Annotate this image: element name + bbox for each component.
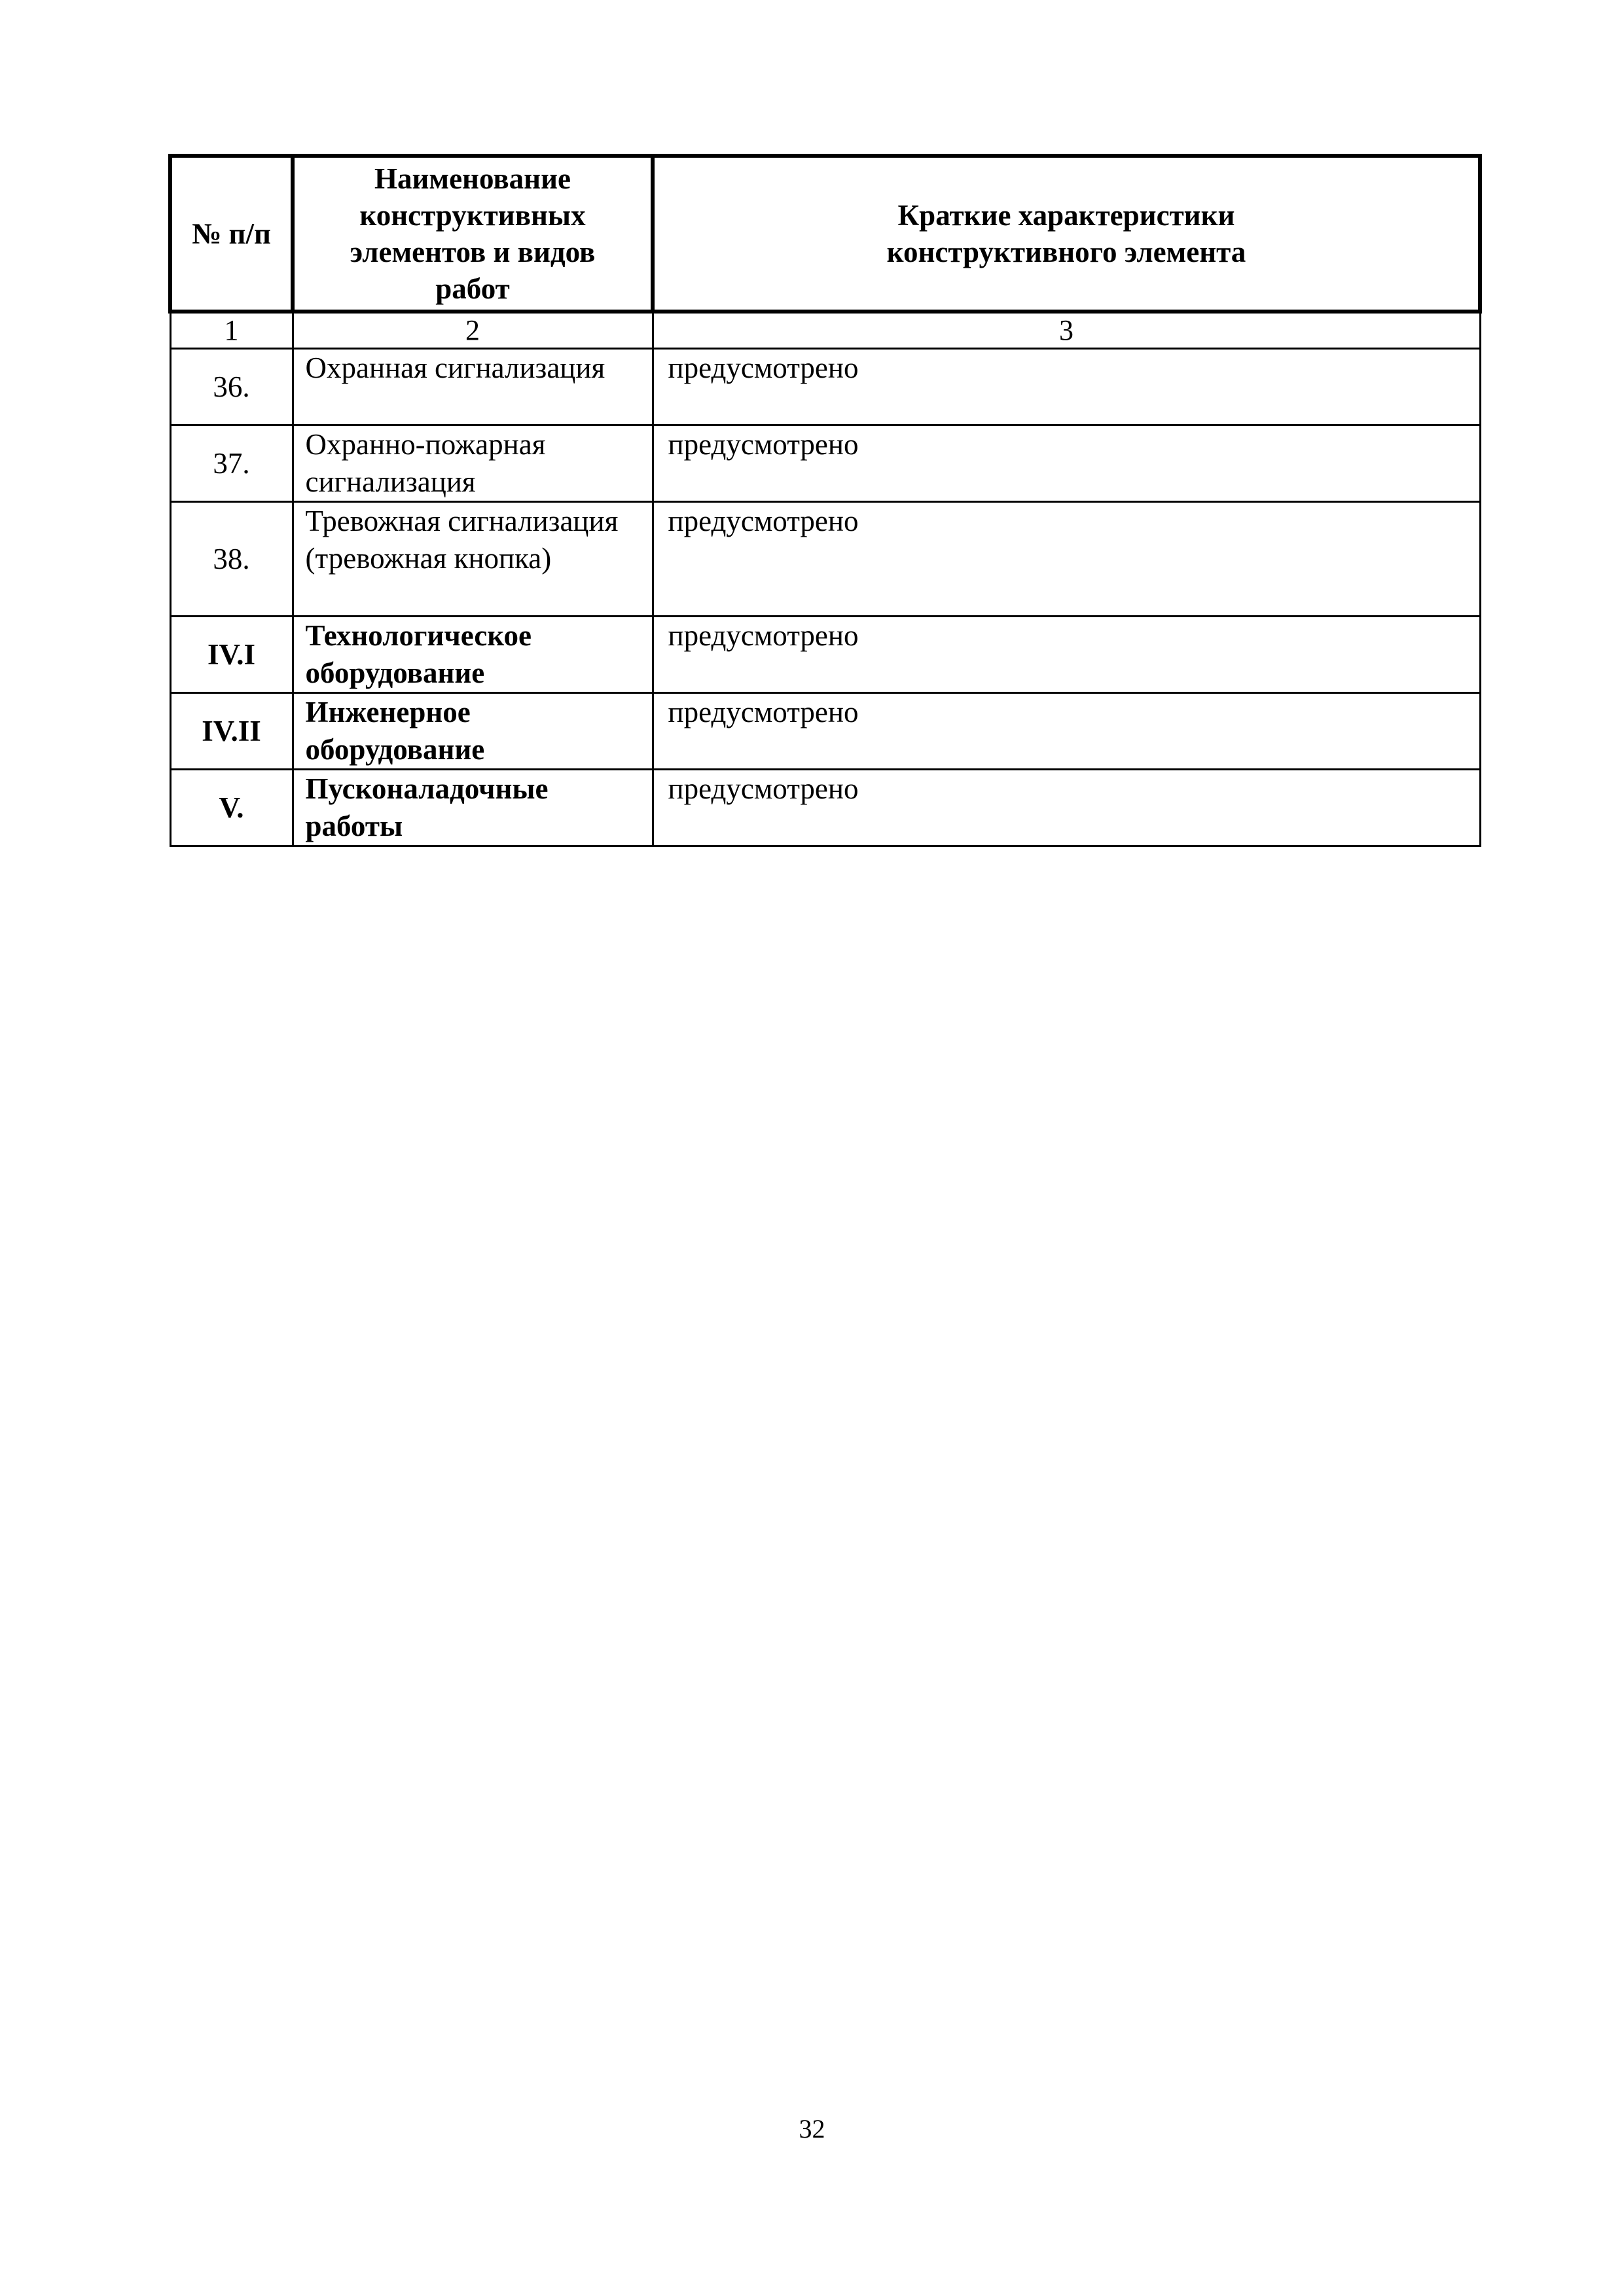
- table-row: [170, 349, 1480, 425]
- header-characteristics: Краткие характеристики конструктивного элемента: [653, 156, 1480, 312]
- row-number: IV.II: [170, 693, 293, 770]
- page-number: 32: [799, 2114, 825, 2144]
- row-characteristics: предусмотрено: [653, 770, 1480, 846]
- table-row: [170, 770, 1480, 846]
- row-element-name: Инженерное оборудование: [293, 693, 653, 770]
- construction-elements-table: [168, 154, 1482, 847]
- row-characteristics: предусмотрено: [653, 425, 1480, 502]
- row-characteristics: предусмотрено: [653, 502, 1480, 617]
- row-element-name: Охранно-пожарная сигнализация: [293, 425, 653, 502]
- table-row: [170, 693, 1480, 770]
- column-number-3: 3: [653, 312, 1480, 349]
- row-number: IV.I: [170, 617, 293, 693]
- row-characteristics: предусмотрено: [653, 693, 1480, 770]
- column-number-1: 1: [170, 312, 293, 349]
- header-element-name: Наименование конструктивных элементов и видов работ: [293, 156, 653, 312]
- table-header-row: [170, 156, 1480, 312]
- row-element-name: Технологическое оборудование: [293, 617, 653, 693]
- table-row: [170, 617, 1480, 693]
- row-number: 36.: [170, 349, 293, 425]
- row-number: V.: [170, 770, 293, 846]
- row-element-name: Охранная сигнализация: [293, 349, 653, 425]
- row-number: 37.: [170, 425, 293, 502]
- header-number: № п/п: [170, 156, 293, 312]
- row-element-name: Пусконаладочные работы: [293, 770, 653, 846]
- row-characteristics: предусмотрено: [653, 349, 1480, 425]
- table-row: [170, 425, 1480, 502]
- column-number-row: [170, 312, 1480, 349]
- row-number: 38.: [170, 502, 293, 617]
- row-characteristics: предусмотрено: [653, 617, 1480, 693]
- table-row: [170, 502, 1480, 617]
- column-number-2: 2: [293, 312, 653, 349]
- row-element-name: Тревожная сигнализация (тревожная кнопка): [293, 502, 653, 617]
